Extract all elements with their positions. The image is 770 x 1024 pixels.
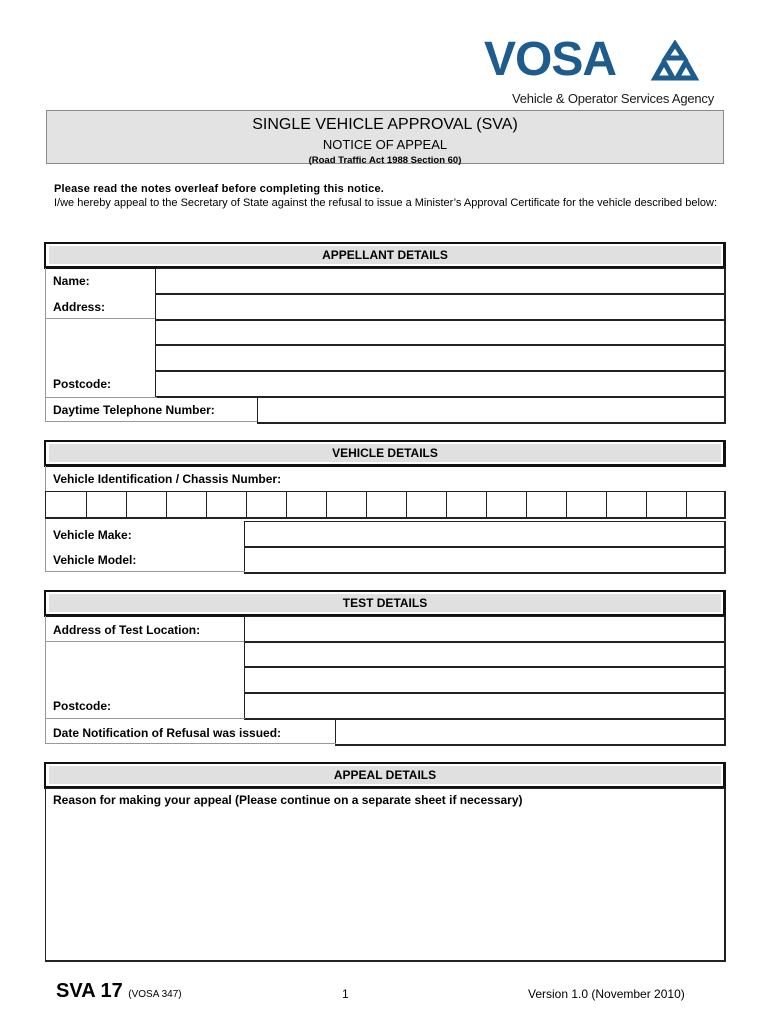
vin-cell-divider (526, 492, 527, 517)
page-number: 1 (342, 987, 349, 1001)
test-section-header (44, 590, 726, 617)
model-label: Vehicle Model: (53, 553, 137, 567)
test-address-line-2-input[interactable] (244, 642, 726, 668)
form-code (56, 980, 182, 1003)
vin-cell-divider (246, 492, 247, 517)
make-label: Vehicle Make: (53, 528, 132, 542)
agency-name: Vehicle & Operator Services Agency (512, 91, 715, 106)
vin-cell-divider (606, 492, 607, 517)
form-title: SINGLE VEHICLE APPROVAL (SVA) (252, 116, 518, 133)
appeal-reason-textarea[interactable] (45, 788, 726, 962)
phone-rule (45, 421, 257, 422)
intro-bold: Please read the notes overleaf before completing this notice. (54, 183, 385, 195)
form-subtitle: NOTICE OF APPEAL (322, 137, 448, 152)
address-label: Address: (53, 300, 106, 314)
vehicle-section-header (44, 440, 726, 467)
appeal-header-label: APPEAL DETAILS (49, 766, 721, 784)
test-address-rule (45, 641, 245, 642)
postcode-rule (45, 397, 157, 398)
form-act: (Road Traffic Act 1988 Section 60) (308, 155, 462, 166)
appeal-section-header (44, 762, 726, 789)
appellant-section-header (44, 242, 726, 269)
vin-cell-divider (126, 492, 127, 517)
form-code-main: SVA 17 (56, 980, 123, 1002)
title-box (46, 110, 724, 164)
intro-body: I/we hereby appeal to the Secretary of State against the refusal to issue a Minister’s Approval Certificate for the vehicle described below: (54, 197, 718, 209)
postcode-input[interactable] (155, 371, 726, 398)
vin-cell-divider (566, 492, 567, 517)
name-label: Name: (53, 274, 90, 288)
name-input[interactable] (155, 268, 726, 295)
test-postcode-rule (45, 718, 245, 719)
vin-cell-divider (366, 492, 367, 517)
vosa-logo: VOSA (484, 33, 617, 86)
test-postcode-input[interactable] (244, 693, 726, 720)
vin-input[interactable] (45, 491, 726, 519)
refusal-date-label: Date Notification of Refusal was issued: (53, 726, 282, 740)
vehicle-make-input[interactable] (244, 521, 726, 548)
vin-label: Vehicle Identification / Chassis Number: (53, 472, 282, 486)
refusal-date-input[interactable] (335, 719, 726, 746)
vin-cell-divider (686, 492, 687, 517)
test-address-line-3-input[interactable] (244, 667, 726, 694)
vin-cell-divider (166, 492, 167, 517)
intro-text (54, 182, 724, 210)
refusal-date-rule (45, 743, 336, 744)
triple-triangle-logo-icon (650, 40, 700, 84)
vehicle-header-label: VEHICLE DETAILS (49, 444, 721, 462)
postcode-label: Postcode: (53, 377, 112, 391)
address-line-2-input[interactable] (155, 320, 726, 346)
test-address-line-1-input[interactable] (244, 616, 726, 643)
vehicle-model-input[interactable] (244, 547, 726, 574)
phone-label: Daytime Telephone Number: (53, 403, 215, 417)
vin-cell-divider (286, 492, 287, 517)
address-rule (45, 318, 155, 319)
phone-input[interactable] (257, 397, 726, 424)
vin-cell-divider (406, 492, 407, 517)
vehicle-left-rule (45, 466, 46, 572)
vin-cell-divider (206, 492, 207, 517)
vin-cell-divider (326, 492, 327, 517)
vin-cell-divider (86, 492, 87, 517)
vin-cell-divider (646, 492, 647, 517)
vin-cell-divider (486, 492, 487, 517)
address-line-1-input[interactable] (155, 294, 726, 321)
test-postcode-label: Postcode: (53, 699, 112, 713)
test-left-rule (45, 616, 46, 744)
address-line-3-input[interactable] (155, 345, 726, 372)
vin-cell-divider (446, 492, 447, 517)
model-rule (45, 571, 245, 572)
test-address-label: Address of Test Location: (53, 623, 201, 637)
test-header-label: TEST DETAILS (49, 594, 721, 612)
appeal-reason-label: Reason for making your appeal (Please continue on a separate sheet if necessary) (53, 793, 523, 807)
version-text: Version 1.0 (November 2010) (528, 987, 685, 1001)
appellant-header-label: APPELLANT DETAILS (49, 246, 721, 264)
form-code-sub: (VOSA 347) (128, 989, 182, 1000)
appellant-left-rule (45, 268, 46, 422)
